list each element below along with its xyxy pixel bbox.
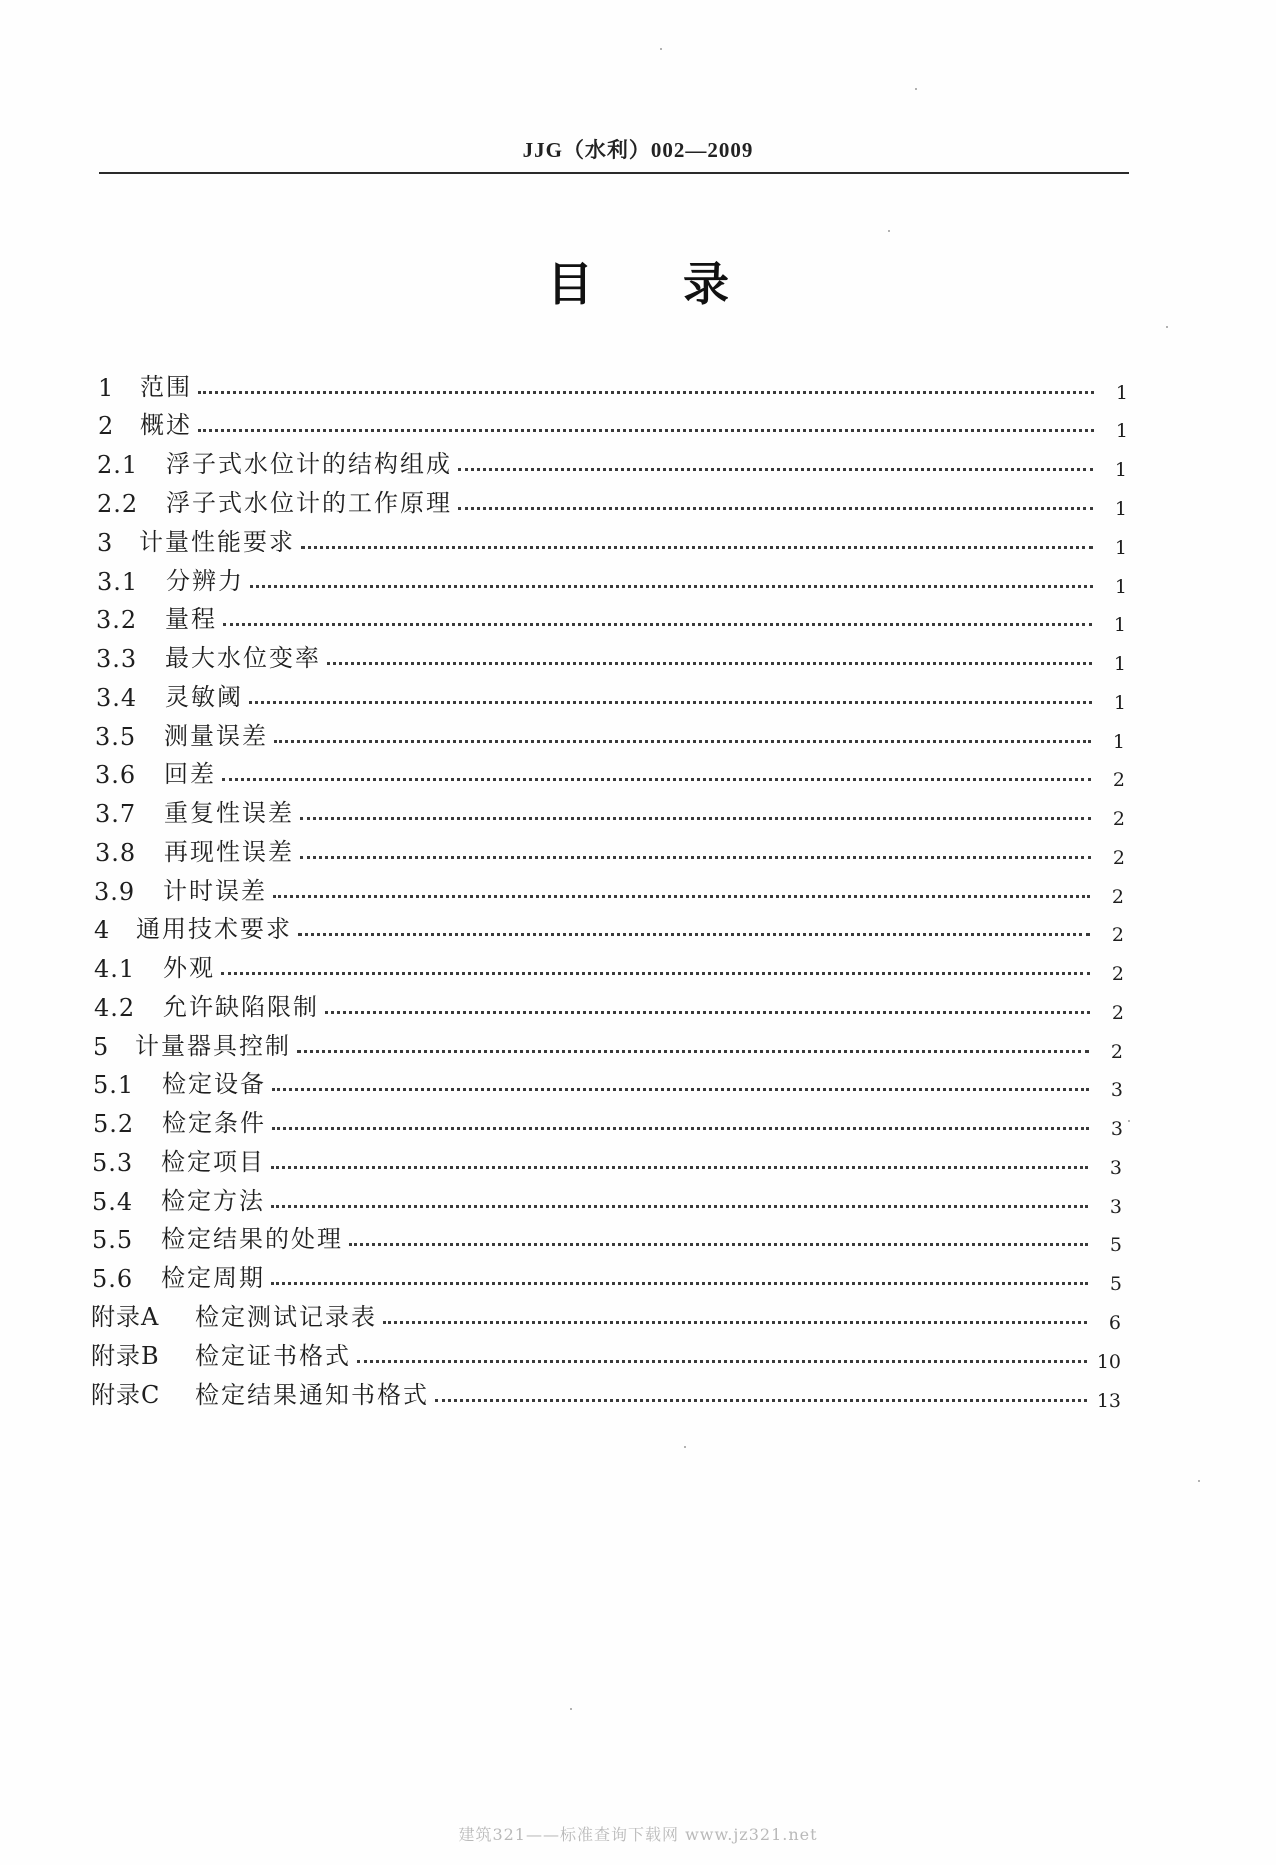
toc-entry-number: 5.4 bbox=[92, 1188, 134, 1216]
scan-speck bbox=[915, 88, 917, 90]
toc-entry-page: 3 bbox=[1110, 1118, 1123, 1140]
toc-leader-dots bbox=[300, 816, 1091, 820]
scan-speck bbox=[570, 1708, 572, 1710]
toc-entry-label: 计时误差 bbox=[163, 877, 267, 905]
toc-leader-dots bbox=[325, 1010, 1090, 1014]
toc-entry-page: 2 bbox=[1111, 963, 1124, 985]
standard-code-header: JJG（水利）002—2009 bbox=[522, 138, 754, 162]
toc-leader-dots bbox=[274, 739, 1091, 743]
toc-entry-label: 灵敏阈 bbox=[165, 683, 243, 711]
toc-entry bbox=[96, 674, 1126, 712]
scan-speck bbox=[1166, 326, 1168, 328]
toc-entry bbox=[92, 1255, 1122, 1293]
toc-entry-page: 1 bbox=[1114, 498, 1127, 520]
toc-entry-number: 3.1 bbox=[97, 568, 139, 596]
toc-entry-label: 计量器具控制 bbox=[135, 1032, 291, 1060]
toc-entry-number: 3.3 bbox=[96, 645, 138, 673]
toc-entry-label: 范围 bbox=[140, 373, 192, 401]
scan-speck bbox=[684, 1446, 686, 1448]
toc-leader-dots bbox=[198, 390, 1094, 394]
toc-entry-page: 3 bbox=[1109, 1196, 1122, 1218]
toc-leader-dots bbox=[327, 661, 1092, 665]
toc-leader-dots bbox=[222, 777, 1091, 781]
toc-entry-number: 3.6 bbox=[95, 761, 137, 789]
toc-entry-page: 5 bbox=[1109, 1234, 1122, 1256]
toc-entry bbox=[94, 868, 1124, 906]
toc-leader-dots bbox=[349, 1242, 1088, 1246]
toc-leader-dots bbox=[272, 1126, 1089, 1130]
toc-entry bbox=[96, 635, 1126, 673]
toc-entry-number: 附录A bbox=[91, 1303, 160, 1331]
toc-entry-label: 允许缺陷限制 bbox=[163, 993, 319, 1021]
toc-leader-dots bbox=[250, 584, 1093, 588]
toc-entry bbox=[98, 364, 1128, 402]
toc-entry-page: 1 bbox=[1112, 731, 1125, 753]
toc-entry-page: 2 bbox=[1111, 1002, 1124, 1024]
toc-entry bbox=[94, 945, 1124, 983]
toc-entry-number: 附录C bbox=[91, 1381, 161, 1409]
toc-entry-number: 3.5 bbox=[95, 723, 137, 751]
toc-entry-number: 4 bbox=[94, 916, 111, 944]
toc-entry-number: 2.2 bbox=[97, 490, 139, 518]
toc-entry-number: 4.1 bbox=[94, 955, 136, 983]
toc-entry bbox=[95, 829, 1125, 867]
toc-entry-page: 2 bbox=[1112, 769, 1125, 791]
toc-entry-number: 3.4 bbox=[96, 684, 138, 712]
toc-entry bbox=[91, 1333, 1121, 1371]
toc-entry-label: 重复性误差 bbox=[164, 799, 294, 827]
toc-leader-dots bbox=[249, 700, 1092, 704]
toc-entry bbox=[98, 402, 1128, 440]
toc-leader-dots bbox=[435, 1398, 1087, 1402]
toc-entry bbox=[92, 1178, 1122, 1216]
toc-entry-label: 检定周期 bbox=[161, 1264, 265, 1292]
toc-entry-number: 3.2 bbox=[96, 606, 138, 634]
toc-entry-number: 3.7 bbox=[95, 800, 137, 828]
toc-entry bbox=[97, 441, 1127, 479]
toc-entry-page: 2 bbox=[1111, 886, 1124, 908]
toc-entry-number: 3.8 bbox=[95, 839, 137, 867]
toc-entry-label: 检定测试记录表 bbox=[195, 1303, 377, 1331]
toc-entry-number: 2.1 bbox=[97, 451, 139, 479]
header-divider bbox=[99, 172, 1129, 174]
toc-leader-dots bbox=[298, 932, 1090, 936]
scan-speck bbox=[888, 230, 890, 232]
toc-entry-label: 浮子式水位计的结构组成 bbox=[166, 450, 452, 478]
toc-entry-page: 2 bbox=[1110, 1041, 1123, 1063]
toc-entry-number: 2 bbox=[98, 412, 115, 440]
toc-entry bbox=[91, 1372, 1121, 1410]
toc-entry-label: 检定结果通知书格式 bbox=[195, 1381, 429, 1409]
toc-leader-dots bbox=[273, 894, 1090, 898]
toc-entry-page: 2 bbox=[1112, 847, 1125, 869]
toc-entry-number: 1 bbox=[98, 374, 115, 402]
toc-entry-label: 检定方法 bbox=[161, 1187, 265, 1215]
toc-entry-number: 3.9 bbox=[94, 878, 136, 906]
toc-leader-dots bbox=[271, 1204, 1088, 1208]
toc-leader-dots bbox=[198, 428, 1094, 432]
toc-entry-number: 5.2 bbox=[93, 1110, 135, 1138]
toc-entry bbox=[94, 906, 1124, 944]
toc-entry-page: 1 bbox=[1114, 576, 1127, 598]
toc-entry-page: 13 bbox=[1096, 1390, 1121, 1412]
toc-entry-label: 测量误差 bbox=[164, 722, 268, 750]
toc-entry-number: 5.6 bbox=[92, 1265, 134, 1293]
toc-entry-page: 3 bbox=[1109, 1157, 1122, 1179]
toc-entry bbox=[95, 713, 1125, 751]
toc-entry-number: 4.2 bbox=[94, 994, 136, 1022]
toc-entry-number: 5.5 bbox=[92, 1226, 134, 1254]
toc-entry-page: 5 bbox=[1109, 1273, 1122, 1295]
toc-entry-page: 10 bbox=[1096, 1351, 1121, 1373]
toc-entry bbox=[95, 751, 1125, 789]
toc-entry bbox=[93, 1100, 1123, 1138]
toc-entry-label: 概述 bbox=[140, 411, 192, 439]
toc-leader-dots bbox=[272, 1087, 1089, 1091]
toc-entry-page: 1 bbox=[1114, 459, 1127, 481]
toc-entry bbox=[97, 519, 1127, 557]
toc-entry-page: 2 bbox=[1112, 808, 1125, 830]
toc-leader-dots bbox=[223, 622, 1092, 626]
toc-entry-label: 再现性误差 bbox=[164, 838, 294, 866]
toc-entry-label: 检定结果的处理 bbox=[161, 1225, 343, 1253]
toc-entry-label: 检定项目 bbox=[161, 1148, 265, 1176]
toc-entry-label: 检定设备 bbox=[162, 1070, 266, 1098]
toc-entry-page: 1 bbox=[1115, 382, 1128, 404]
toc-leader-dots bbox=[458, 506, 1093, 510]
toc-entry-label: 量程 bbox=[165, 605, 217, 633]
toc-entry-label: 回差 bbox=[164, 760, 216, 788]
scan-speck bbox=[1198, 1480, 1200, 1482]
toc-entry-number: 附录B bbox=[91, 1342, 160, 1370]
toc-entry bbox=[96, 596, 1126, 634]
toc-leader-dots bbox=[383, 1320, 1087, 1324]
toc-entry-page: 3 bbox=[1110, 1079, 1123, 1101]
toc-entry bbox=[93, 1061, 1123, 1099]
toc-entry bbox=[93, 1023, 1123, 1061]
toc-leader-dots bbox=[271, 1281, 1088, 1285]
toc-leader-dots bbox=[458, 467, 1093, 471]
toc-entry bbox=[97, 558, 1127, 596]
toc-entry-label: 分辨力 bbox=[166, 567, 244, 595]
scan-speck bbox=[660, 48, 662, 50]
toc-entry-label: 浮子式水位计的工作原理 bbox=[166, 489, 452, 517]
toc-entry-page: 1 bbox=[1115, 420, 1128, 442]
toc-leader-dots bbox=[300, 855, 1091, 859]
toc-entry-page: 1 bbox=[1113, 653, 1126, 675]
toc-entry bbox=[91, 1294, 1121, 1332]
toc-entry-number: 5.3 bbox=[92, 1149, 134, 1177]
toc-entry-label: 最大水位变率 bbox=[165, 644, 321, 672]
toc-entry-label: 通用技术要求 bbox=[136, 915, 292, 943]
toc-entry-page: 1 bbox=[1113, 692, 1126, 714]
toc-leader-dots bbox=[301, 545, 1093, 549]
toc-entry bbox=[92, 1216, 1122, 1254]
scan-speck bbox=[1128, 1120, 1130, 1122]
toc-entry-page: 1 bbox=[1114, 537, 1127, 559]
toc-entry-number: 5 bbox=[93, 1033, 110, 1061]
toc-entry-number: 5.1 bbox=[93, 1071, 135, 1099]
toc-entry bbox=[95, 790, 1125, 828]
toc-entry-label: 检定条件 bbox=[162, 1109, 266, 1137]
toc-leader-dots bbox=[357, 1359, 1087, 1363]
toc-leader-dots bbox=[271, 1165, 1088, 1169]
toc-entry-page: 1 bbox=[1113, 614, 1126, 636]
toc-entry bbox=[92, 1139, 1122, 1177]
toc-leader-dots bbox=[297, 1049, 1089, 1053]
toc-leader-dots bbox=[221, 971, 1090, 975]
toc-entry-label: 检定证书格式 bbox=[195, 1342, 351, 1370]
toc-entry-label: 计量性能要求 bbox=[139, 528, 295, 556]
page-title: 目录 bbox=[547, 257, 819, 311]
toc-entry bbox=[97, 480, 1127, 518]
watermark-footer: 建筑321——标准查询下载网 www.jz321.net bbox=[458, 1825, 818, 1844]
toc-entry-label: 外观 bbox=[163, 954, 215, 982]
toc-entry bbox=[94, 984, 1124, 1022]
toc-entry-page: 6 bbox=[1108, 1312, 1121, 1334]
toc-entry-number: 3 bbox=[97, 529, 114, 557]
toc-entry-page: 2 bbox=[1111, 924, 1124, 946]
